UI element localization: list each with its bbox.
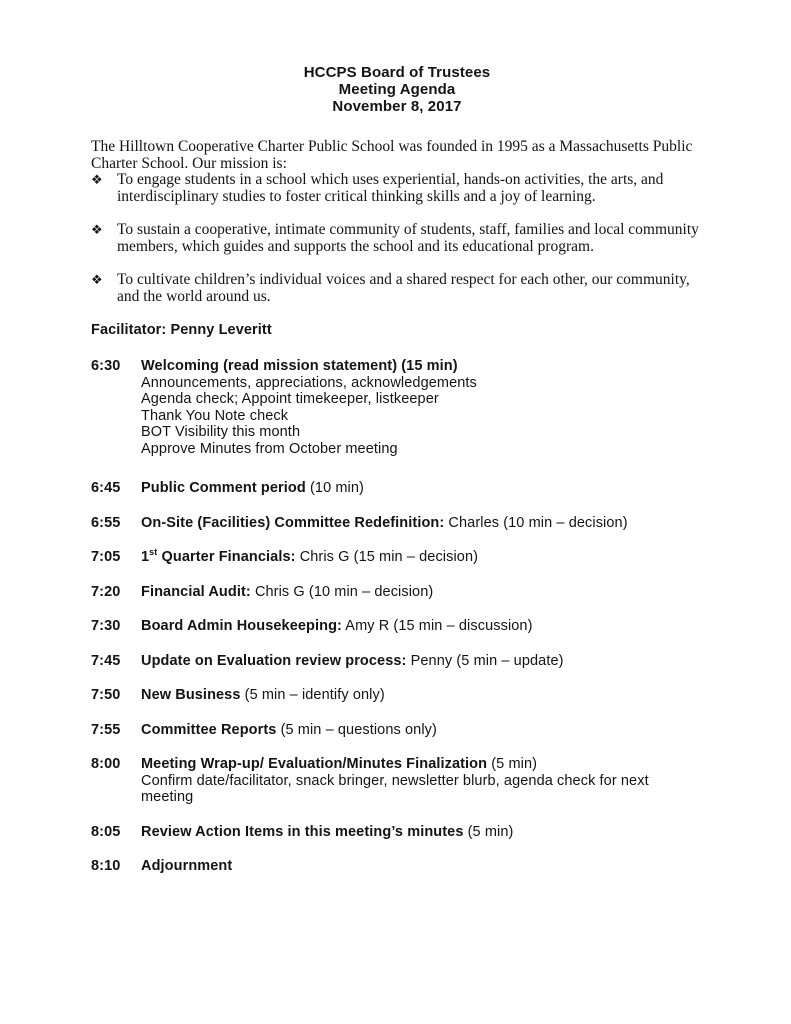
intro-paragraph: The Hilltown Cooperative Charter Public School was founded in 1995 as a Massachusetts Public Charter School. Our mission is:: [91, 138, 693, 172]
agenda-title-segment: New Business: [141, 687, 241, 703]
agenda-title-segment: Welcoming (read mission statement) (15 min): [141, 358, 458, 374]
agenda-title-segment: Quarter Financials:: [157, 549, 296, 565]
agenda-title-segment: Amy R (15 min – discussion): [341, 618, 533, 634]
agenda-item: [91, 858, 703, 875]
agenda-content: [141, 618, 703, 635]
agenda-content: [141, 515, 703, 532]
mission-bullet: [91, 172, 703, 205]
agenda-item: [91, 687, 703, 704]
mission-bullet-list: [91, 172, 703, 305]
agenda-detail: Announcements, appreciations, acknowledgements: [141, 374, 477, 391]
agenda-item: [91, 653, 703, 670]
mission-bullet: [91, 272, 703, 305]
agenda-time: 7:45: [91, 652, 121, 669]
agenda-title: [141, 653, 703, 670]
agenda-title-segment: (5 min – questions only): [276, 721, 437, 738]
agenda-time: 8:10: [91, 858, 121, 874]
agenda-title: [141, 584, 703, 601]
doc-title: HCCPS Board of Trustees: [303, 64, 491, 81]
agenda-detail: Approve Minutes from October meeting: [141, 440, 398, 457]
agenda-title: [141, 480, 703, 497]
agenda-item: [91, 824, 703, 841]
agenda-time: 7:05: [91, 549, 121, 565]
agenda-title: [141, 687, 703, 704]
agenda-item: [91, 618, 703, 635]
diamond-bullet-icon: ❖: [91, 172, 103, 187]
agenda-time: 7:20: [91, 583, 121, 600]
agenda-detail: BOT Visibility this month: [141, 424, 301, 440]
agenda-content: [141, 756, 703, 806]
agenda-title-segment: Adjournment: [141, 858, 233, 874]
agenda-title-segment: 1: [141, 549, 150, 565]
agenda-time: 7:30: [91, 618, 121, 634]
agenda-title-segment: Review Action Items in this meeting’s minutes: [141, 823, 464, 840]
agenda-detail: Agenda check; Appoint timekeeper, listkeeper: [141, 391, 439, 407]
agenda-item: [91, 480, 703, 497]
agenda-content: [141, 687, 703, 704]
agenda-item: [91, 358, 703, 457]
mission-bullet: [91, 222, 703, 255]
agenda-content: [141, 653, 703, 670]
agenda-title-segment: On-Site (Facilities) Committee Redefinition:: [141, 514, 445, 531]
mission-bullet-text: To engage students in a school which uses experiential, hands-on activities, the arts, and interdisciplinary studies to foster critical thinking skills and a joy of learning.: [117, 171, 664, 205]
agenda-title-segment: Charles (10 min – decision): [444, 514, 628, 531]
agenda-item: [91, 515, 703, 532]
agenda-item: [91, 756, 703, 806]
agenda-content: [141, 480, 703, 497]
agenda-title-segment: Update on Evaluation review process:: [141, 652, 407, 669]
agenda-item: [91, 549, 703, 566]
agenda-title: [141, 722, 703, 739]
mission-intro: [91, 139, 703, 305]
agenda-time: 7:55: [91, 721, 121, 738]
diamond-bullet-icon: ❖: [91, 222, 103, 237]
agenda-title: [141, 858, 703, 875]
agenda-list: [91, 358, 703, 875]
agenda-title-segment: (5 min): [487, 756, 538, 772]
diamond-bullet-icon: ❖: [91, 272, 103, 287]
agenda-content: [141, 549, 703, 566]
agenda-time: 6:45: [91, 480, 121, 496]
agenda-title-segment: Meeting Wrap-up/ Evaluation/Minutes Finalization: [141, 756, 488, 772]
agenda-content: [141, 584, 703, 601]
agenda-title-segment: Public Comment period: [141, 480, 306, 496]
agenda-content: [141, 858, 703, 875]
agenda-title: [141, 515, 703, 532]
doc-date: November 8, 2017: [332, 98, 462, 115]
agenda-item: [91, 722, 703, 739]
agenda-time: 6:30: [91, 358, 121, 374]
mission-bullet-text: To cultivate children’s individual voices and a shared respect for each other, our community, and the world around us.: [117, 271, 690, 305]
doc-subtitle: Meeting Agenda: [338, 81, 456, 98]
agenda-time: 7:50: [91, 687, 121, 703]
agenda-content: [141, 722, 703, 739]
agenda-title: [141, 358, 703, 375]
agenda-title-segment: (5 min – identify only): [240, 687, 385, 703]
agenda-title-segment: st: [149, 547, 158, 558]
agenda-title-segment: Board Admin Housekeeping:: [141, 618, 342, 634]
agenda-title-segment: (10 min): [305, 480, 364, 496]
agenda-content: [141, 358, 703, 457]
document-header: [91, 64, 703, 115]
agenda-title-segment: Chris G (15 min – decision): [295, 549, 479, 565]
agenda-title-segment: Financial Audit:: [141, 583, 251, 600]
agenda-time: 8:00: [91, 756, 121, 772]
agenda-title-segment: (5 min): [463, 823, 514, 840]
agenda-item: [91, 584, 703, 601]
agenda-title: [141, 549, 703, 566]
agenda-content: [141, 824, 703, 841]
agenda-time: 6:55: [91, 514, 121, 531]
agenda-time: 8:05: [91, 823, 121, 840]
facilitator-line: Facilitator: Penny Leveritt: [91, 322, 272, 338]
agenda-title: [141, 824, 703, 841]
agenda-title-segment: Chris G (10 min – decision): [250, 583, 434, 600]
agenda-title: [141, 618, 703, 635]
mission-bullet-text: To sustain a cooperative, intimate community of students, staff, families and local community members, which guides and supports the school and its educational program.: [117, 221, 699, 255]
agenda-title-segment: Penny (5 min – update): [406, 652, 564, 669]
agenda-detail: Thank You Note check: [141, 407, 289, 424]
agenda-title: [141, 756, 703, 773]
agenda-detail: Confirm date/facilitator, snack bringer, newsletter blurb, agenda check for next meeting: [141, 772, 649, 805]
agenda-title-segment: Committee Reports: [141, 721, 277, 738]
